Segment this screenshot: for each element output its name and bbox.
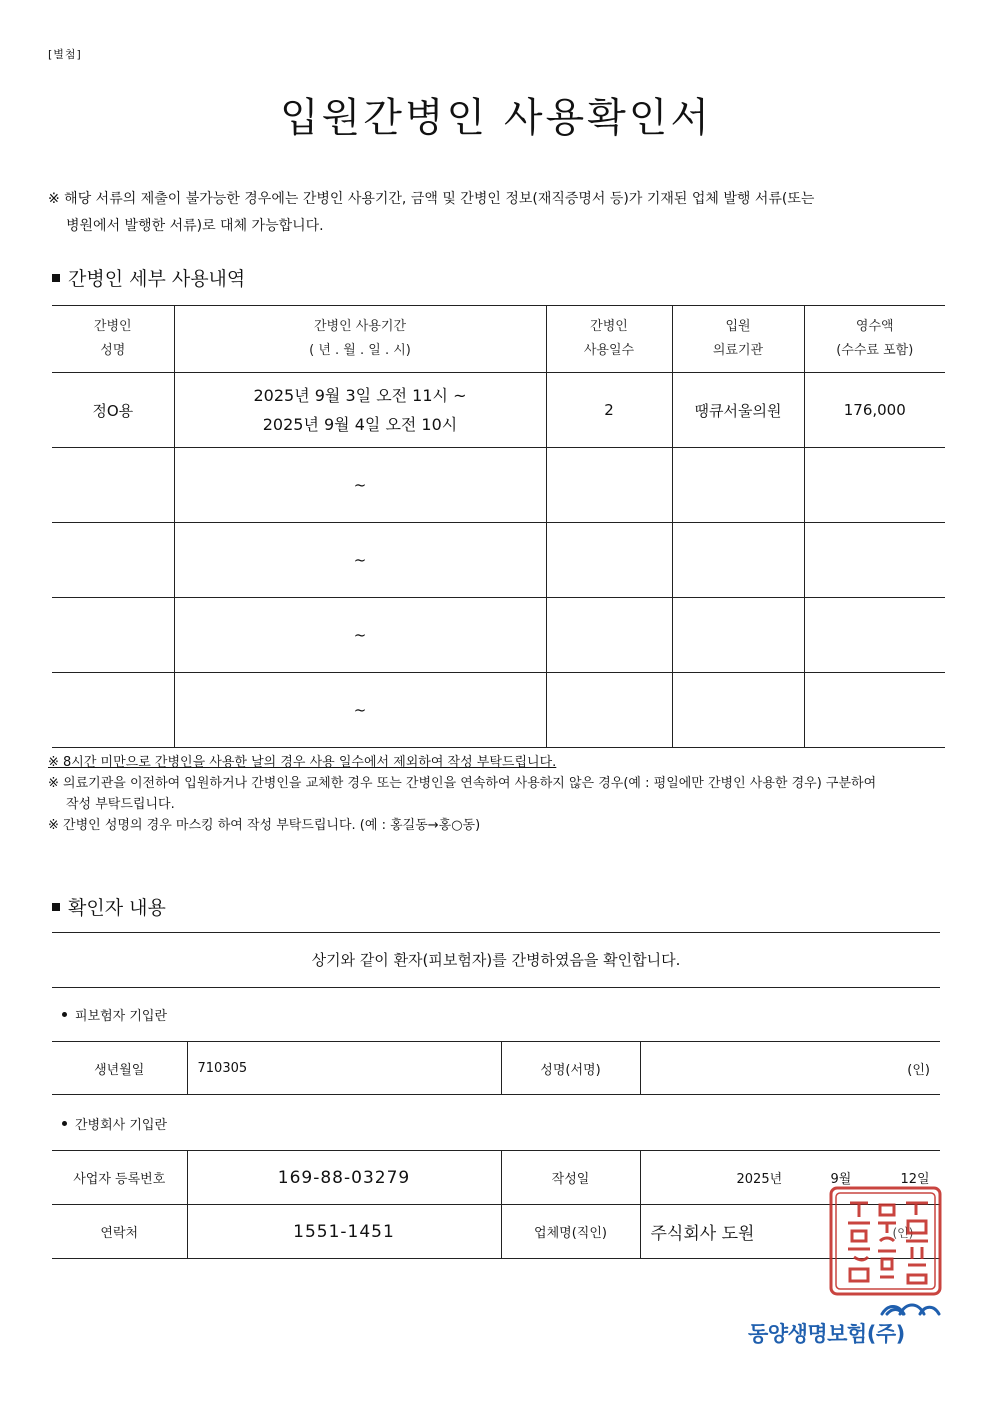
company-seal-stamp — [828, 1185, 943, 1297]
cell-caregiver-name[interactable]: 정O용 — [52, 373, 174, 448]
bullet-dot-icon — [62, 1121, 67, 1126]
cell-usage-period[interactable]: ~ — [174, 448, 546, 523]
regno-label: 사업자 등록번호 — [52, 1151, 187, 1205]
company-subheading — [62, 1114, 167, 1133]
patient-heading-text: 피보험자 기입란 — [75, 1009, 168, 1024]
usage-notes — [48, 752, 948, 836]
note-name-masking: ※ 간병인 성명의 경우 마스킹 하여 작성 부탁드립니다. (예 : 홍길동→홍○동) — [48, 818, 481, 833]
cell-usage-days[interactable]: 2 — [546, 373, 672, 448]
intro-notice — [48, 186, 948, 240]
cell-hospital[interactable] — [672, 673, 804, 748]
table-row — [52, 448, 945, 523]
note-transfer-line-1: ※ 의료기관을 이전하여 입원하거나 간병인을 교체한 경우 또는 간병인을 연속하여 사용하지 않은 경우(예 : 평일에만 간병인 사용한 경우) 구분하여 — [48, 776, 877, 791]
company-name-value: 주식회사 도원 — [650, 1224, 755, 1244]
cell-amount[interactable] — [804, 598, 945, 673]
table-row — [52, 373, 945, 448]
attachment-label: [별첨] — [48, 48, 82, 61]
cell-usage-period[interactable]: ~ — [174, 598, 546, 673]
cell-caregiver-name[interactable] — [52, 673, 174, 748]
square-bullet-icon — [52, 903, 60, 911]
table-row — [52, 1042, 940, 1095]
cell-usage-period[interactable]: ~ — [174, 523, 546, 598]
cell-amount[interactable] — [804, 523, 945, 598]
header-usage-days: 간병인 사용일수 — [546, 306, 672, 373]
company-name-label: 업체명(직인) — [501, 1205, 640, 1259]
patient-signature-field[interactable]: (인) — [640, 1042, 940, 1095]
company-seal-mark: (인) — [892, 1226, 914, 1240]
cell-hospital[interactable] — [672, 523, 804, 598]
intro-line-1: ※ 해당 서류의 제출이 불가능한 경우에는 간병인 사용기간, 금액 및 간병인 정보(재직증명서 등)가 기재된 업체 발행 서류(또는 — [48, 191, 815, 207]
bullet-dot-icon — [62, 1012, 67, 1017]
cell-caregiver-name[interactable] — [52, 598, 174, 673]
confirm-statement: 상기와 같이 환자(피보험자)를 간병하였음을 확인합니다. — [52, 932, 940, 988]
cell-amount[interactable] — [804, 448, 945, 523]
cell-usage-days[interactable] — [546, 523, 672, 598]
cell-usage-days[interactable] — [546, 673, 672, 748]
header-caregiver-name: 간병인 성명 — [52, 306, 174, 373]
cell-usage-period[interactable]: ~ — [174, 673, 546, 748]
cell-hospital[interactable]: 땡큐서울의원 — [672, 373, 804, 448]
note-transfer-line-2: 작성 부탁드립니다. — [66, 797, 175, 812]
intro-line-2: 병원에서 발행한 서류)로 대체 가능합니다. — [66, 218, 324, 234]
cell-usage-days[interactable] — [546, 448, 672, 523]
usage-table-header — [52, 306, 945, 373]
cell-hospital[interactable] — [672, 448, 804, 523]
cell-usage-period[interactable]: 2025년 9월 3일 오전 11시 ~ 2025년 9월 4일 오전 10시 — [174, 373, 546, 448]
table-row — [52, 673, 945, 748]
cell-hospital[interactable] — [672, 598, 804, 673]
regno-field[interactable]: 169-88-03279 — [187, 1151, 501, 1205]
cell-amount[interactable] — [804, 673, 945, 748]
table-row — [52, 1151, 940, 1205]
page-title: 입원간병인 사용확인서 — [279, 95, 713, 141]
contact-label: 연락처 — [52, 1205, 187, 1259]
date-year: 2025년 — [736, 1172, 783, 1187]
note-under-8-hours: ※ 8시간 미만으로 간병인을 사용한 날의 경우 사용 일수에서 제외하여 작성 부탁드립니다. — [48, 755, 557, 770]
cell-amount[interactable]: 176,000 — [804, 373, 945, 448]
header-usage-period: 간병인 사용기간 ( 년 . 월 . 일 . 시) — [174, 306, 546, 373]
cell-usage-days[interactable] — [546, 598, 672, 673]
birth-date-field[interactable]: 710305 — [187, 1042, 501, 1095]
birth-label: 생년월일 — [52, 1042, 187, 1095]
square-bullet-icon — [52, 274, 60, 282]
cell-caregiver-name[interactable] — [52, 448, 174, 523]
section-confirm-title: 확인자 내용 — [68, 897, 166, 919]
usage-table — [52, 305, 945, 748]
brand-name: 동양생명보험(주) — [748, 1322, 905, 1346]
cell-caregiver-name[interactable] — [52, 523, 174, 598]
date-label: 작성일 — [501, 1151, 640, 1205]
header-hospital: 입원 의료기관 — [672, 306, 804, 373]
header-amount: 영수액 (수수료 포함) — [804, 306, 945, 373]
table-row — [52, 523, 945, 598]
patient-table — [52, 1041, 940, 1095]
company-heading-text: 간병회사 기입란 — [75, 1118, 168, 1133]
table-row — [52, 598, 945, 673]
section-usage-heading — [52, 264, 245, 291]
patient-subheading — [62, 1005, 167, 1024]
patient-name-label: 성명(서명) — [501, 1042, 640, 1095]
date-day: 12일 — [900, 1172, 930, 1187]
section-confirm-heading — [52, 893, 166, 920]
contact-field[interactable]: 1551-1451 — [187, 1205, 501, 1259]
table-row — [52, 1205, 940, 1259]
section-usage-title: 간병인 세부 사용내역 — [68, 268, 246, 290]
date-month: 9월 — [830, 1172, 852, 1187]
company-table — [52, 1150, 940, 1259]
